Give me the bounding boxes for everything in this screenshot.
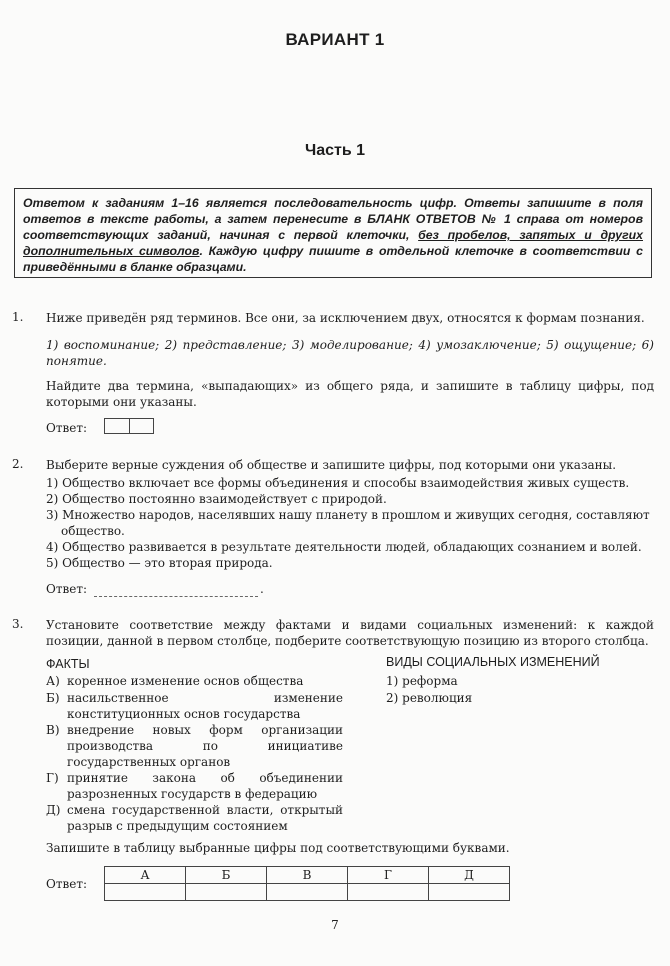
type-option: 2) революция	[386, 691, 473, 705]
instructions-box	[14, 188, 652, 278]
table-answer-row	[105, 884, 510, 901]
fact-text: коренное изменение основ общества	[67, 674, 304, 688]
fact-text: внедрение новых форм организации производства по инициативе государственных органов	[67, 723, 343, 769]
task1-answer-label: Ответ:	[46, 421, 88, 435]
task2-option: 3) Множество народов, населявших нашу планету в прошлом и живущих сегодня, составляют	[46, 508, 650, 522]
task2-answer-label: Ответ:	[46, 582, 88, 596]
task2-option: 2) Общество постоянно взаимодействует с природой.	[46, 492, 387, 506]
fact-letter: В)	[46, 723, 60, 737]
instructions-text: Ответом к заданиям 1–16 является последовательность цифр. Ответы запишите в поля ответов в тексте работы, а затем перенесите в БЛАНК ОТВЕТОВ № 1 справа от номеров соответствующих заданий, начиная с первой клеточки,	[23, 196, 643, 242]
task2-number: 2.	[12, 457, 24, 471]
fact-text: смена государственной власти, открытый разрыв с предыдущим состоянием	[67, 803, 343, 833]
task2-option: 5) Общество — это вторая природа.	[46, 556, 273, 570]
table-header-cell: А	[105, 867, 186, 884]
task2-answer-line[interactable]	[94, 596, 258, 597]
fact-letter: А)	[46, 674, 60, 688]
answer-cell[interactable]	[186, 884, 267, 901]
table-header-cell: В	[267, 867, 348, 884]
table-header-cell: Д	[429, 867, 510, 884]
instructions-underlined: без пробелов, запятых и других дополнительных символов	[23, 228, 643, 258]
fact-text: насильственное изменение конституционных основ государства	[67, 691, 343, 721]
task3-table-instruction: Запишите в таблицу выбранные цифры под соответствующими буквами.	[46, 841, 510, 855]
task1-prompt: Ниже приведён ряд терминов. Все они, за исключением двух, относятся к формам познания.	[46, 311, 645, 325]
task2-option: 1) Общество включает все формы объединения и способы взаимодействия живых существ.	[46, 476, 630, 490]
task1-number: 1.	[12, 310, 24, 324]
answer-cell[interactable]	[105, 419, 129, 433]
answer-cell[interactable]	[129, 419, 154, 433]
answer-cell[interactable]	[105, 884, 186, 901]
task1-instruction: Найдите два термина, «выпадающих» из общего ряда, и запишите в таблицу цифры, под которыми они указаны.	[46, 379, 654, 409]
page-number: 7	[331, 918, 339, 932]
table-header-cell: Б	[186, 867, 267, 884]
variant-title: ВАРИАНТ 1	[285, 30, 385, 49]
fact-letter: Б)	[46, 691, 60, 705]
table-header-row	[105, 867, 510, 884]
task3-number: 3.	[12, 617, 24, 631]
task3-answer-table	[104, 866, 510, 901]
facts-heading: ФАКТЫ	[46, 657, 90, 671]
answer-cell[interactable]	[429, 884, 510, 901]
fact-text: принятие закона об объединении разрозненных государств в федерацию	[67, 771, 343, 801]
task1-terms: 1) воспоминание; 2) представление; 3) моделирование; 4) умозаключение; 5) ощущение; 6) понятие.	[46, 338, 654, 368]
task1-answer-boxes[interactable]	[104, 418, 154, 434]
table-header-cell: Г	[348, 867, 429, 884]
task2-prompt: Выберите верные суждения об обществе и запишите цифры, под которыми они указаны.	[46, 458, 617, 472]
types-heading: ВИДЫ СОЦИАЛЬНЫХ ИЗМЕНЕНИЙ	[386, 655, 600, 669]
task3-answer-label: Ответ:	[46, 877, 88, 891]
instructions-text-end: . Каждую цифру пишите в отдельной клеточке в соответствии с приведёнными в бланке образцами.	[23, 244, 643, 274]
task2-option: 4) Общество развивается в результате деятельности людей, обладающих сознанием и волей.	[46, 540, 642, 554]
task3-prompt: Установите соответствие между фактами и видами социальных изменений: к каждой позиции, данной в первом столбце, подберите соответствующую позицию из второго столбца.	[46, 618, 654, 648]
task2-option-cont: общество.	[61, 524, 125, 538]
fact-letter: Г)	[46, 771, 59, 785]
task2-answer-period: .	[260, 582, 264, 596]
fact-letter: Д)	[46, 803, 61, 817]
part-title: Часть 1	[304, 142, 366, 159]
type-option: 1) реформа	[386, 674, 458, 688]
answer-cell[interactable]	[348, 884, 429, 901]
answer-cell[interactable]	[267, 884, 348, 901]
